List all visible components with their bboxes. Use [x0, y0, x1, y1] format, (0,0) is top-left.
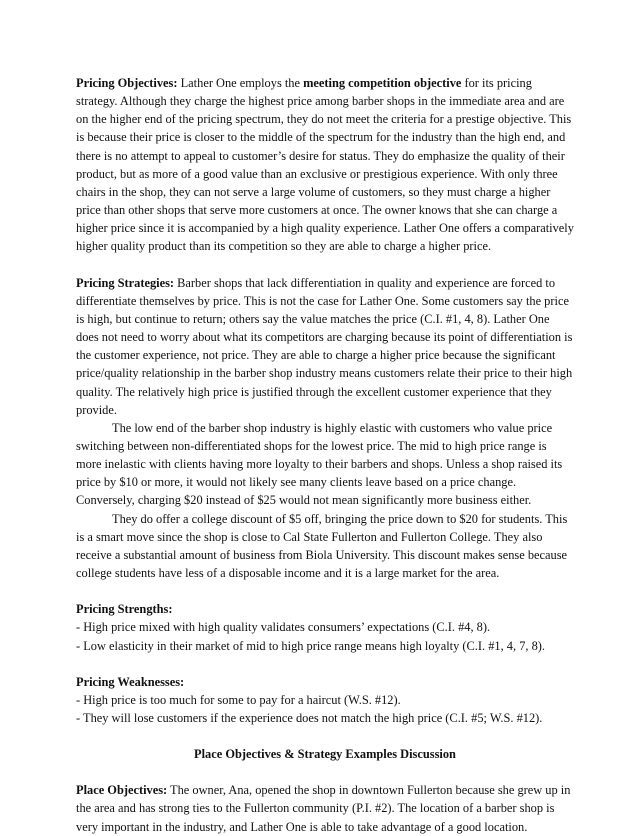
- meeting-competition-term: meeting competition objective: [303, 76, 462, 90]
- college-discount-paragraph: They do offer a college discount of $5 off, bringing the price down to $20 for students. This is a smart move since the shop is close to Cal State Fullerton and Fullerton College. They also receive a substantial amount of business from Biola University. This discount makes sense because college students have less of a disposable income and it is a large market for the area.: [76, 511, 568, 581]
- place-objectives-heading: Place Objectives:: [76, 783, 168, 798]
- place-objectives-paragraph: [76, 781, 574, 835]
- pricing-weaknesses-block: [76, 673, 574, 727]
- section-title-text: Place Objectives & Strategy Examples Discussion: [194, 747, 456, 762]
- list-item: - They will lose customers if the experience does not match the high price (C.I. #5; W.S. #12).: [76, 711, 543, 725]
- pricing-strengths-block: [76, 600, 574, 654]
- list-item: - Low elasticity in their market of mid to high price range means high loyalty (C.I. #1, 4, 7, 8).: [76, 638, 546, 653]
- pricing-strengths-heading: Pricing Strengths:: [76, 602, 173, 617]
- text-run: Barber shops that lack differentiation in quality and experience are forced to differentiate themselves by price. This is not the case for Lather One. Some customers say the price is high, but continue to return; others say the value matches the price (C.I. #1, 4, 8). Lather One does not need to worry about what its competitors are charging because its point of differentiation is the customer experience, not price. They are able to charge a higher price because the significant price/quality relationship in the barber shop industry means customers relate their price to their high quality. The relatively high price is justified through the excellent customer experience that they provide.: [76, 275, 573, 417]
- pricing-strategies-heading: Pricing Strategies:: [76, 275, 175, 290]
- elasticity-paragraph: The low end of the barber shop industry is highly elastic with customers who value price switching between non-differentiated shops for the lowest price. The mid to high price range is more inelastic with clients having more loyalty to their barbers and shops. Unless a shop raised its price by $10 or more, it would not likely see many clients leave based on a price change. Conversely, charging $20 instead of $25 would not mean significantly more business either.: [76, 420, 563, 508]
- pricing-objectives-heading: Pricing Objectives:: [76, 76, 178, 90]
- text-run: for its pricing strategy. Although they charge the highest price among barber shops in the immediate area and are on the higher end of the pricing spectrum, they do not meet the criteria for a prestige objective. This is because their price is closer to the middle of the spectrum for the industry than the high end, and there is no attempt to appeal to customer’s desire for status. They do emphasize the quality of their product, but as more of a good value than an exclusive or prestigious experience. With only three chairs in the shop, they can not serve a large volume of customers, so they must charge a higher price than other shops that serve more customers at once. The owner knows that she can charge a higher price since it is accompanied by a high quality experience. Lather One offers a comparatively higher quality product than its competition so they are able to charge a higher price.: [76, 76, 574, 254]
- list-item: - High price mixed with high quality validates consumers’ expectations (C.I. #4, 8).: [76, 620, 491, 635]
- pricing-weaknesses-heading: Pricing Weaknesses:: [76, 674, 185, 689]
- pricing-objectives-paragraph: [76, 74, 574, 256]
- pricing-strategies-paragraph: [76, 274, 574, 419]
- text-run: Lather One employs the: [177, 76, 304, 90]
- text-run: The owner, Ana, opened the shop in downtown Fullerton because she grew up in the area and has strong ties to the Fullerton community (P.I. #2). The location of a barber shop is very important in the industry, and Lather One is able to take advantage of a good location.: [76, 783, 571, 834]
- list-item: - High price is too much for some to pay for a haircut (W.S. #12).: [76, 692, 401, 707]
- section-title: [76, 745, 574, 763]
